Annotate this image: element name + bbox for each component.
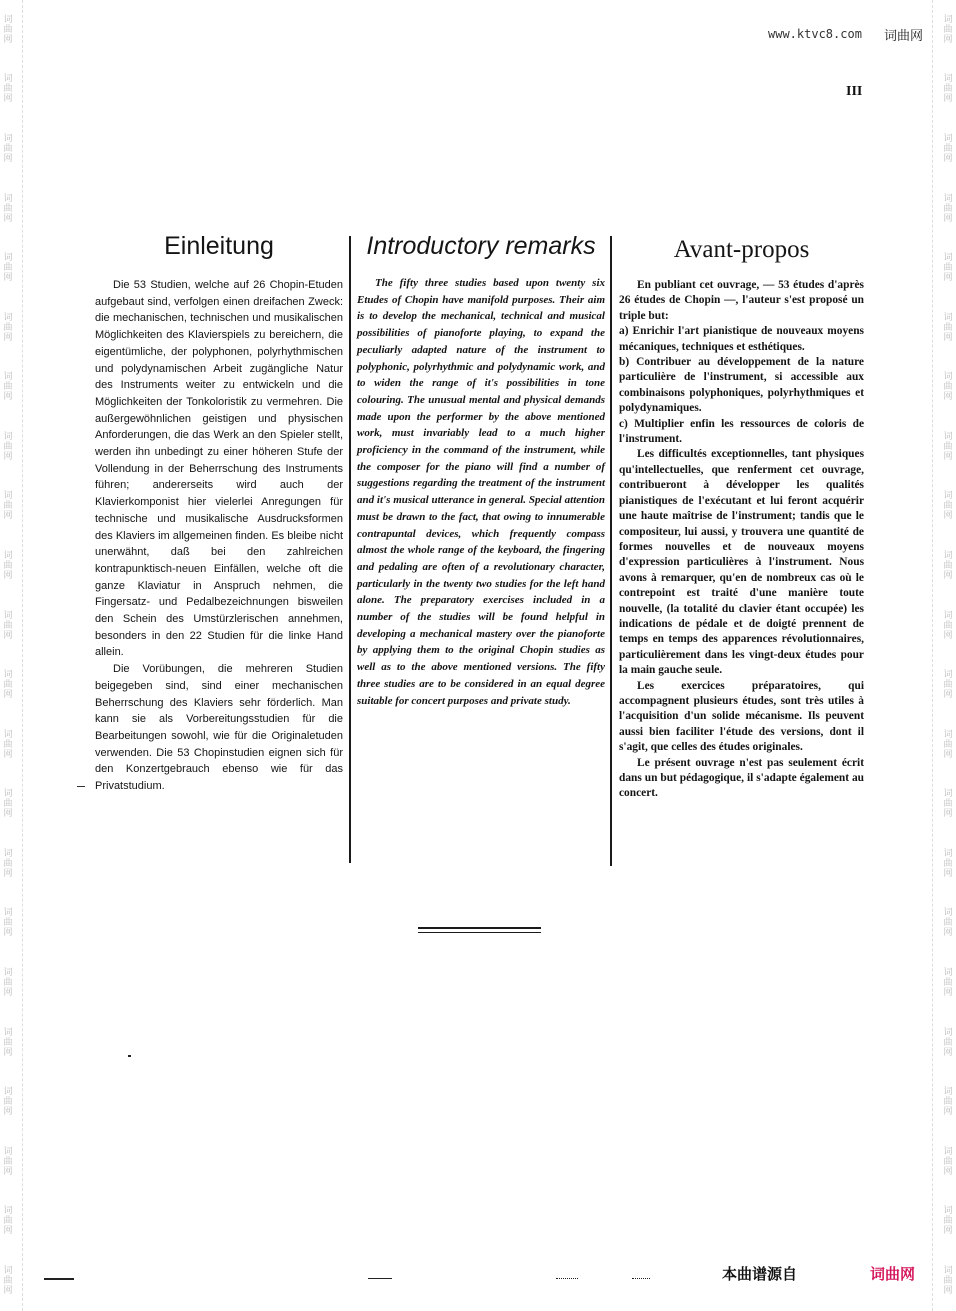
watermark-cell	[943, 1028, 952, 1058]
watermark-char: 网	[3, 1285, 13, 1296]
watermark-char: 曲	[943, 501, 953, 512]
watermark-char: 词	[3, 848, 13, 859]
watermark-char: 词	[3, 1265, 13, 1276]
right-watermark-strip	[942, 0, 954, 1311]
right-cut-line	[932, 0, 933, 1311]
watermark-char: 网	[943, 690, 953, 701]
margin-tick	[77, 786, 85, 787]
column-divider	[349, 236, 351, 863]
watermark-cell	[3, 313, 12, 343]
watermark-cell	[943, 74, 952, 104]
watermark-char: 曲	[943, 382, 953, 393]
watermark-char: 词	[3, 968, 13, 979]
watermark-char: 网	[943, 570, 953, 581]
bottom-mark	[44, 1278, 74, 1280]
watermark-char: 曲	[943, 24, 953, 35]
watermark-char: 曲	[3, 978, 13, 989]
watermark-char: 词	[943, 1146, 953, 1157]
watermark-char: 词	[943, 312, 953, 323]
watermark-char: 网	[3, 570, 13, 581]
watermark-char: 曲	[3, 1037, 13, 1048]
watermark-char: 词	[3, 312, 13, 323]
french-paragraph: Les difficultés exceptionnelles, tant physiques qu'intellectuelles, que renferment cet ouvrage, contribueront à développer les qualités pianistiques de l'exécutant et lui feront acquérir une haute maîtrise de l'instrument; tandis que le compositeur, lui aussi, y trouvera une quantité de formes nouvelles et de nouveaux moyens d'expression particulières à l'instrument. Nous avons à remarquer, qu'en de nombreux cas où le contrepoint est traité d'une manière toute nouvelle, (la totalité du clavier étant occupée) les indications de pédale et de doigté prennent de temps en temps des apparences révolutionnaires, particulièrement dans les vingt-deux études pour la main gauche seule.	[619, 448, 864, 677]
watermark-char: 网	[3, 809, 13, 820]
watermark-cell	[943, 611, 952, 641]
watermark-char: 词	[943, 789, 953, 800]
watermark-cell	[943, 491, 952, 521]
watermark-cell	[3, 670, 12, 700]
watermark-char: 曲	[3, 382, 13, 393]
watermark-char: 曲	[3, 1216, 13, 1227]
watermark-char: 曲	[943, 799, 953, 810]
watermark-char: 曲	[3, 858, 13, 869]
watermark-cell	[3, 1087, 12, 1117]
watermark-char: 曲	[3, 263, 13, 274]
watermark-cell	[3, 134, 12, 164]
french-list-item: a) Enrichir l'art pianistique de nouveaux moyens mécaniques, techniques et esthétiques.	[619, 325, 864, 353]
watermark-char: 曲	[943, 918, 953, 929]
watermark-char: 网	[3, 928, 13, 939]
watermark-cell	[3, 730, 12, 760]
watermark-char: 词	[3, 14, 13, 25]
watermark-char: 曲	[3, 203, 13, 214]
watermark-char: 网	[3, 332, 13, 343]
watermark-char: 词	[3, 253, 13, 264]
watermark-char: 网	[943, 749, 953, 760]
watermark-cell	[943, 1087, 952, 1117]
watermark-char: 曲	[943, 84, 953, 95]
watermark-char: 曲	[943, 1216, 953, 1227]
watermark-char: 曲	[3, 680, 13, 691]
watermark-cell	[943, 15, 952, 45]
watermark-char: 网	[3, 690, 13, 701]
watermark-cell	[3, 491, 12, 521]
french-list-item: c) Multiplier enfin les ressources de coloris de l'instrument.	[619, 417, 864, 446]
bottom-mark	[556, 1278, 578, 1279]
watermark-char: 网	[943, 451, 953, 462]
site-url[interactable]: www.ktvc8.com	[768, 27, 862, 41]
english-column	[357, 232, 605, 709]
watermark-char: 网	[3, 153, 13, 164]
column-divider	[610, 236, 612, 866]
watermark-char: 词	[943, 1265, 953, 1276]
watermark-cell	[3, 789, 12, 819]
english-paragraph: The fifty three studies based upon twenty six Etudes of Chopin have manifold purposes. Their aim is to develop the mechanical, technical and musical possibilities of pianoforte playing, to expand the peculiarly adapted nature of the instrument to polyphonic, polyrhythmic and polydynamic work, and to widen the range of it's possibilities in tone colouring. The unusual mental and physical demands made upon the performer by the above mentioned work, must invariably lead to a much higher proficiency in the command of the instrument, while the composer for the piano will find a number of suggestions regarding the treatment of the instrument and it's musical utterance in general. Special attention must be drawn to the fact, that owing to innumerable contrapuntal devices, which frequently compass almost the whole range of the keyboard, the fingering and pedaling are often of a revolutionary character, particularly in the twenty two studies for the left hand alone. The preparatory exercises included in a number of the studies will be found helpful in developing a mechanical mastery over the pianoforte by applying them to the original Chopin studies as well as to the above mentioned versions. The fifty three studies are to be considered in an equal degree suitable for concert purposes and private study.	[357, 277, 605, 707]
watermark-char: 词	[943, 133, 953, 144]
watermark-char: 网	[943, 273, 953, 284]
watermark-char: 曲	[3, 1275, 13, 1286]
watermark-char: 曲	[943, 978, 953, 989]
watermark-char: 词	[3, 908, 13, 919]
watermark-char: 词	[943, 14, 953, 25]
watermark-char: 曲	[943, 620, 953, 631]
watermark-cell	[3, 968, 12, 998]
watermark-char: 曲	[3, 918, 13, 929]
french-list-item: b) Contribuer au développement de la nature particulière de l'instrument, si accessible aux combinaisons polyphoniques, polyrhythmiques et polydynamiques.	[619, 356, 864, 415]
watermark-cell	[3, 15, 12, 45]
watermark-char: 网	[3, 749, 13, 760]
watermark-cell	[943, 432, 952, 462]
watermark-char: 网	[3, 392, 13, 403]
watermark-cell	[943, 908, 952, 938]
watermark-char: 词	[3, 789, 13, 800]
watermark-cell	[3, 1206, 12, 1236]
watermark-cell	[3, 1147, 12, 1177]
watermark-char: 网	[943, 34, 953, 45]
watermark-char: 词	[943, 253, 953, 264]
watermark-char: 曲	[943, 203, 953, 214]
watermark-char: 曲	[3, 620, 13, 631]
watermark-char: 曲	[943, 263, 953, 274]
watermark-cell	[943, 253, 952, 283]
watermark-char: 词	[3, 670, 13, 681]
watermark-char: 词	[943, 431, 953, 442]
watermark-cell	[3, 611, 12, 641]
watermark-char: 网	[3, 868, 13, 879]
watermark-cell	[3, 1266, 12, 1296]
watermark-char: 网	[3, 630, 13, 641]
watermark-char: 网	[943, 809, 953, 820]
watermark-char: 网	[3, 511, 13, 522]
watermark-char: 曲	[3, 1097, 13, 1108]
watermark-char: 词	[943, 670, 953, 681]
watermark-cell	[943, 194, 952, 224]
watermark-char: 词	[943, 550, 953, 561]
watermark-cell	[3, 551, 12, 581]
watermark-char: 词	[3, 729, 13, 740]
watermark-char: 词	[943, 372, 953, 383]
watermark-char: 网	[943, 1107, 953, 1118]
watermark-char: 网	[943, 511, 953, 522]
watermark-cell	[943, 730, 952, 760]
watermark-char: 词	[3, 74, 13, 85]
french-paragraph: Le présent ouvrage n'est pas seulement écrit dans un but pédagogique, il s'adapte également au concert.	[619, 756, 864, 800]
watermark-cell	[943, 789, 952, 819]
watermark-char: 词	[3, 610, 13, 621]
print-speck	[128, 1055, 131, 1057]
bottom-mark	[368, 1278, 392, 1279]
watermark-char: 词	[943, 1206, 953, 1217]
watermark-cell	[943, 1147, 952, 1177]
watermark-cell	[3, 1028, 12, 1058]
watermark-cell	[3, 74, 12, 104]
watermark-char: 曲	[943, 1037, 953, 1048]
watermark-char: 网	[3, 451, 13, 462]
watermark-char: 网	[943, 213, 953, 224]
french-column	[619, 232, 864, 802]
watermark-char: 词	[3, 1027, 13, 1038]
watermark-cell	[3, 194, 12, 224]
watermark-char: 网	[943, 332, 953, 343]
bottom-mark	[632, 1278, 650, 1279]
watermark-char: 词	[943, 729, 953, 740]
end-rule	[418, 927, 541, 929]
watermark-char: 词	[943, 610, 953, 621]
watermark-char: 词	[943, 193, 953, 204]
watermark-char: 网	[943, 153, 953, 164]
end-rule-thin	[418, 932, 541, 933]
watermark-char: 网	[3, 1107, 13, 1118]
watermark-char: 曲	[3, 1156, 13, 1167]
watermark-char: 曲	[943, 1275, 953, 1286]
watermark-char: 曲	[943, 560, 953, 571]
german-title: Einleitung	[164, 232, 274, 260]
french-intro: En publiant cet ouvrage, — 53 études d'après 26 études de Chopin —, l'auteur s'est proposé un triple but:	[619, 279, 864, 322]
watermark-cell	[943, 313, 952, 343]
watermark-char: 词	[3, 431, 13, 442]
watermark-char: 曲	[3, 799, 13, 810]
watermark-char: 网	[3, 94, 13, 105]
watermark-char: 词	[943, 1027, 953, 1038]
german-paragraph: Die 53 Studien, welche auf 26 Chopin-Etuden aufgebaut sind, verfolgen einen dreifachen Zweck: die mechanischen, technischen und musikalischen Möglichkeiten des Klavierspiels zu bereichern, die eigentümliche, der polyphonen, polyrhythmischen und polydynamischen Arbeit zugängliche Natur des Instruments weiter zu entwickeln und die Möglichkeiten der Tonkoloristik zu vermehren. Die außergewöhnlichen geistigen und physischen Anforderungen, die das Werk an den Spieler stellt, werden ihn unbedingt zu einer höheren Stufe der Vollendung in der Beherrschung des Instruments führen; andererseits wird auch der Klavierkomponist hier vielerlei Anregungen für technische und musikalische Ausdrucksformen des Klaviers im allgemeinen finden. Es bleibe nicht unerwähnt, daß bei den zahlreichen kontrapunktisch-neuen Einfällen, welche oft die ganze Klaviatur in Anspruch nehmen, die Fingersatz- und Pedalbezeichnungen bisweilen den Schein des Umstürzlerischen annehmen, besonders in den 22 Studien für die linke Hand allein.	[95, 279, 343, 659]
watermark-char: 曲	[943, 1097, 953, 1108]
watermark-char: 曲	[3, 560, 13, 571]
watermark-char: 网	[3, 34, 13, 45]
watermark-char: 网	[943, 988, 953, 999]
footer-source-text: 本曲谱源自	[722, 1265, 798, 1283]
left-watermark-strip	[2, 0, 14, 1311]
watermark-char: 曲	[943, 441, 953, 452]
watermark-char: 词	[3, 550, 13, 561]
watermark-char: 词	[3, 1146, 13, 1157]
watermark-cell	[3, 849, 12, 879]
watermark-char: 词	[3, 1087, 13, 1098]
page-number: III	[846, 84, 863, 99]
watermark-char: 词	[943, 908, 953, 919]
watermark-char: 曲	[943, 739, 953, 750]
footer-logo[interactable]: 词曲网	[870, 1265, 916, 1283]
watermark-cell	[943, 670, 952, 700]
watermark-char: 网	[3, 1166, 13, 1177]
watermark-char: 曲	[3, 24, 13, 35]
watermark-char: 曲	[3, 84, 13, 95]
watermark-char: 网	[943, 392, 953, 403]
watermark-char: 网	[943, 928, 953, 939]
watermark-cell	[3, 253, 12, 283]
watermark-char: 词	[943, 968, 953, 979]
watermark-char: 词	[3, 193, 13, 204]
watermark-cell	[943, 372, 952, 402]
watermark-cell	[943, 968, 952, 998]
left-cut-line	[22, 0, 23, 1311]
watermark-char: 网	[943, 630, 953, 641]
watermark-char: 曲	[3, 143, 13, 154]
watermark-cell	[3, 432, 12, 462]
watermark-cell	[3, 372, 12, 402]
watermark-char: 曲	[943, 143, 953, 154]
watermark-cell	[943, 849, 952, 879]
watermark-char: 网	[943, 1166, 953, 1177]
watermark-char: 网	[3, 988, 13, 999]
watermark-cell	[3, 908, 12, 938]
watermark-cell	[943, 1266, 952, 1296]
watermark-cell	[943, 551, 952, 581]
watermark-char: 网	[943, 1047, 953, 1058]
watermark-char: 词	[943, 74, 953, 85]
watermark-char: 曲	[3, 501, 13, 512]
watermark-char: 词	[3, 1206, 13, 1217]
watermark-char: 曲	[943, 858, 953, 869]
watermark-char: 词	[3, 133, 13, 144]
watermark-char: 曲	[943, 680, 953, 691]
french-title: Avant-propos	[673, 236, 810, 263]
watermark-char: 曲	[943, 1156, 953, 1167]
watermark-char: 网	[943, 1285, 953, 1296]
watermark-char: 词	[943, 491, 953, 502]
watermark-char: 曲	[3, 441, 13, 452]
watermark-char: 曲	[3, 739, 13, 750]
watermark-char: 网	[3, 1047, 13, 1058]
watermark-char: 词	[943, 848, 953, 859]
watermark-char: 词	[3, 372, 13, 383]
watermark-char: 网	[943, 1226, 953, 1237]
german-column	[95, 232, 343, 795]
watermark-cell	[943, 1206, 952, 1236]
watermark-char: 词	[3, 491, 13, 502]
watermark-char: 网	[3, 273, 13, 284]
watermark-char: 网	[3, 1226, 13, 1237]
watermark-char: 曲	[3, 322, 13, 333]
watermark-cell	[943, 134, 952, 164]
watermark-char: 曲	[943, 322, 953, 333]
watermark-char: 网	[943, 868, 953, 879]
watermark-char: 词	[943, 1087, 953, 1098]
watermark-char: 网	[3, 213, 13, 224]
site-name: 词曲网	[884, 29, 924, 44]
french-paragraph: Les exercices préparatoires, qui accompagnent plusieurs études, sont très utiles à l'acquisition d'un solide mécanisme. Ils peuvent aussi bien faciliter l'étude des versions, dont il s'agit, que celles des études originales.	[619, 679, 864, 754]
german-paragraph: Die Vorübungen, die mehreren Studien beigegeben sind, sind einer mechanischen Beherrschung des Klaviers sehr förderlich. Man kann sie als Vorbereitungsstudien für die Bearbeitungen sowohl, wie für die Originaletuden verwenden. Die 53 Chopinstudien eignen sich für den Konzertgebrauch ebenso wie für das Privatstudium.	[95, 663, 343, 793]
watermark-char: 网	[943, 94, 953, 105]
english-title: Introductory remarks	[366, 232, 596, 260]
